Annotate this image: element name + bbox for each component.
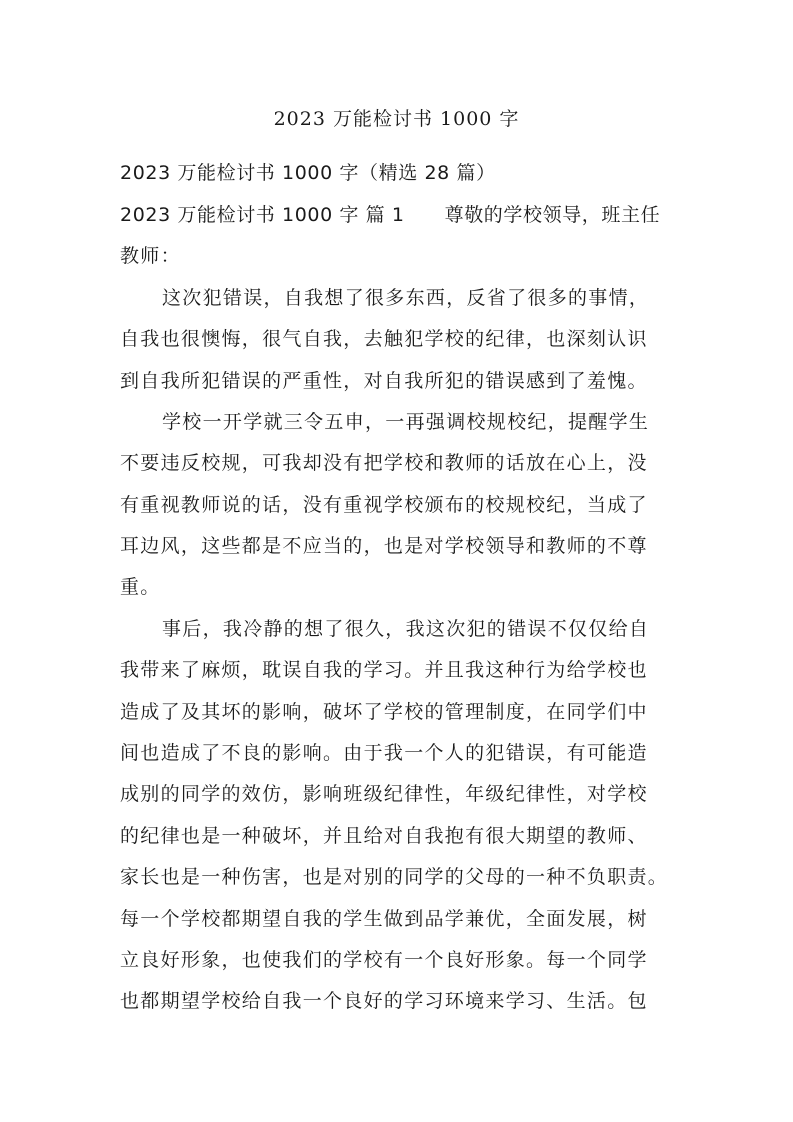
body-line: 自我也很懊悔，很气自我，去触犯学校的纪律，也深刻认识 — [120, 328, 648, 350]
body-line: 每一个学校都期望自我的学生做到品学兼优，全面发展，树 — [120, 908, 648, 930]
body-line: 间也造成了不良的影响。由于我一个人的犯错误，有可能造 — [120, 742, 648, 764]
body-line: 造成了及其坏的影响，破坏了学校的管理制度，在同学们中 — [120, 701, 648, 723]
document-title: 2023 万能检讨书 1000 字 — [273, 108, 520, 130]
body-line: 学校一开学就三令五申，一再强调校规校纪，提醒学生 — [162, 411, 650, 433]
body-line: 家长也是一种伤害，也是对别的同学的父母的一种不负职责。 — [120, 866, 669, 888]
section-heading: 2023 万能检讨书 1000 字 篇 1 — [120, 204, 405, 226]
document-subtitle: 2023 万能检讨书 1000 字（精选 28 篇） — [120, 162, 496, 184]
body-line: 有重视教师说的话，没有重视学校颁布的校规校纪，当成了 — [120, 494, 648, 516]
body-line: 重。 — [120, 576, 161, 598]
body-line: 耳边风，这些都是不应当的，也是对学校领导和教师的不尊 — [120, 535, 648, 557]
body-line: 立良好形象，也使我们的学校有一个良好形象。每一个同学 — [120, 949, 648, 971]
body-line: 我带来了麻烦，耽误自我的学习。并且我这种行为给学校也 — [120, 659, 648, 681]
body-line: 也都期望学校给自我一个良好的学习环境来学习、生活。包 — [120, 990, 648, 1012]
body-line: 不要违反校规，可我却没有把学校和教师的话放在心上，没 — [120, 452, 648, 474]
body-line: 到自我所犯错误的严重性，对自我所犯的错误感到了羞愧。 — [120, 370, 648, 392]
salutation-end: 教师： — [120, 245, 181, 267]
section-heading-row — [120, 203, 660, 227]
body-line: 这次犯错误，自我想了很多东西，反省了很多的事情， — [162, 287, 650, 309]
body-line: 事后，我冷静的想了很久，我这次犯的错误不仅仅给自 — [162, 618, 650, 640]
body-line: 的纪律也是一种破坏，并且给对自我抱有很大期望的教师、 — [120, 825, 648, 847]
body-line: 成别的同学的效仿，影响班级纪律性，年级纪律性，对学校 — [120, 783, 648, 805]
salutation-start: 尊敬的学校领导，班主任 — [444, 204, 661, 226]
